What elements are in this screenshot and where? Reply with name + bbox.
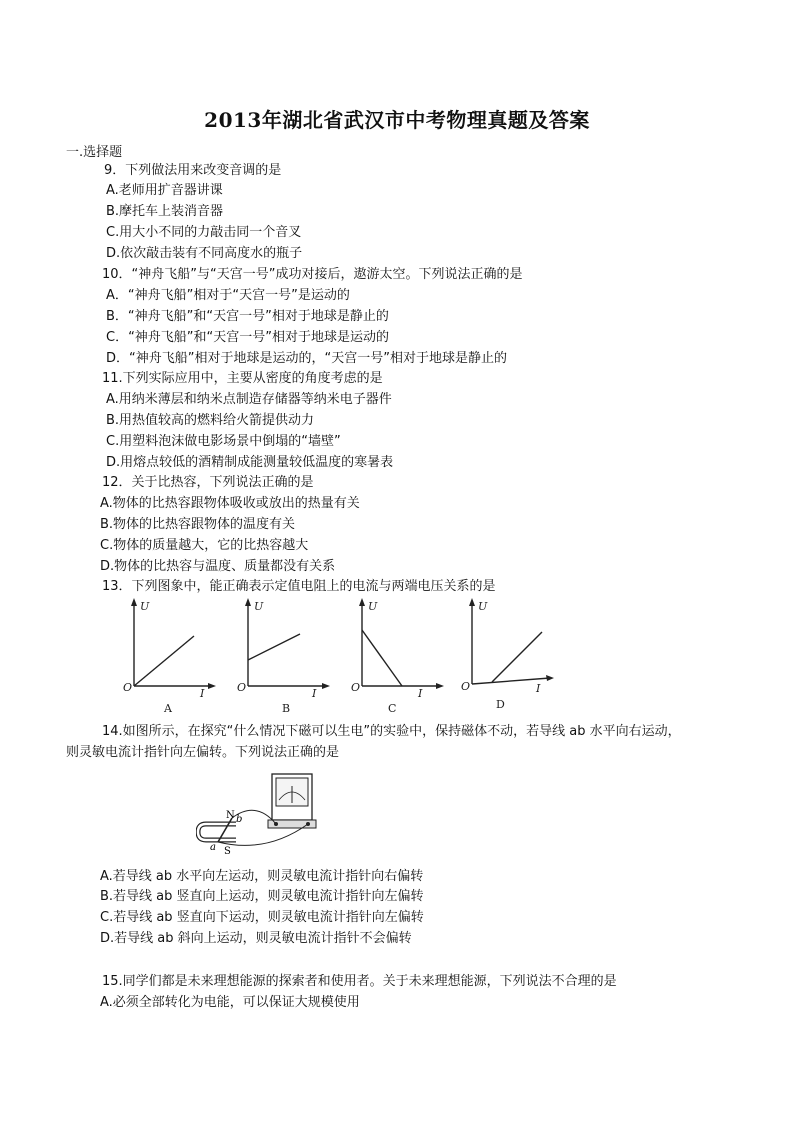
document-title: 2013年湖北省武汉市中考物理真题及答案: [204, 108, 590, 132]
q11-option-c: C.用塑料泡沫做电影场景中倒塌的“墙壁”: [106, 434, 341, 449]
graph-line: [248, 634, 300, 660]
q12-option-a: A.物体的比热容跟物体吸收或放出的热量有关: [100, 496, 360, 511]
x-axis-arrow: [208, 683, 216, 689]
q14-stem-line-2: 则灵敏电流计指针向左偏转。下列说法正确的是: [66, 745, 340, 760]
q14-option-c: C.若导线 ab 竖直向下运动，则灵敏电流计指针向左偏转: [100, 910, 424, 925]
x-axis-label: I: [312, 687, 317, 700]
q13-stem: 13．下列图象中，能正确表示定值电阻上的电流与两端电压关系的是: [102, 579, 496, 594]
origin-label: O: [461, 680, 471, 693]
q10-stem: 10．“神舟飞船”与“天宫一号”成功对接后，遨游太空。下列说法正确的是: [102, 267, 523, 282]
q11-option-a: A.用纳米薄层和纳米点制造存储器等纳米电子器件: [106, 392, 392, 407]
origin-label: O: [123, 681, 133, 694]
b-end-label: b: [236, 814, 243, 825]
x-axis-arrow: [546, 675, 554, 681]
q14-experiment-figure: [196, 770, 326, 856]
q14-option-b: B.若导线 ab 竖直向上运动，则灵敏电流计指针向左偏转: [100, 889, 424, 904]
y-axis-arrow: [245, 598, 251, 606]
q10-option-d: D．“神舟飞船”相对于地球是运动的，“天宫一号”相对于地球是静止的: [106, 351, 507, 366]
x-axis-label: I: [418, 687, 423, 700]
q14-option-d: D.若导线 ab 斜向上运动，则灵敏电流计指针不会偏转: [100, 931, 412, 946]
y-axis-label: U: [478, 600, 488, 613]
y-axis-label: U: [368, 600, 378, 613]
q11-option-d: D.用熔点较低的酒精制成能测量较低温度的寒暑表: [106, 455, 394, 470]
section-heading: 一.选择题: [66, 145, 123, 160]
q13-graph-d: [456, 596, 556, 714]
q10-option-b: B．“神舟飞船”和“天宫一号”相对于地球是静止的: [106, 309, 389, 324]
q13-graph-b: [232, 596, 332, 714]
q9-stem: 9．下列做法用来改变音调的是: [104, 163, 282, 178]
graph-caption: B: [282, 702, 291, 714]
graph-line: [362, 630, 402, 686]
graph-line: [134, 636, 194, 686]
graph-line: [492, 632, 542, 682]
q10-option-a: A．“神舟飞船”相对于“天宫一号”是运动的: [106, 288, 350, 303]
q12-option-b: B.物体的比热容跟物体的温度有关: [100, 517, 296, 532]
n-pole-label: N: [226, 810, 235, 821]
origin-label: O: [351, 681, 361, 694]
y-axis-arrow: [359, 598, 365, 606]
y-axis-arrow: [469, 598, 475, 606]
q14-option-a: A.若导线 ab 水平向左运动，则灵敏电流计指针向右偏转: [100, 869, 424, 884]
a-end-label: a: [210, 842, 216, 853]
q9-option-d: D.依次敲击装有不同高度水的瓶子: [106, 246, 303, 261]
q12-option-d: D.物体的比热容与温度、质量都没有关系: [100, 559, 336, 574]
graph-caption: A: [164, 702, 172, 714]
x-axis-arrow: [436, 683, 444, 689]
q11-option-b: B.用热值较高的燃料给火箭提供动力: [106, 413, 315, 428]
origin-label: O: [237, 681, 247, 694]
y-axis-arrow: [131, 598, 137, 606]
q9-option-c: C.用大小不同的力敲击同一个音叉: [106, 225, 302, 240]
q10-option-c: C．“神舟飞船”和“天宫一号”相对于地球是运动的: [106, 330, 390, 345]
u-magnet: [198, 824, 236, 840]
q9-option-b: B.摩托车上装消音器: [106, 204, 224, 219]
q12-stem: 12．关于比热容，下列说法正确的是: [102, 475, 314, 490]
x-axis-label: I: [200, 687, 205, 700]
graph-caption: D: [496, 698, 505, 711]
q13-graph-c: [346, 596, 446, 714]
q15-option-a: A.必须全部转化为电能，可以保证大规模使用: [100, 995, 360, 1010]
q15-stem: 15.同学们都是未来理想能源的探索者和使用者。关于未来理想能源，下列说法不合理的是: [102, 974, 617, 989]
s-pole-label: S: [224, 846, 231, 856]
y-axis-label: U: [254, 600, 264, 613]
q11-stem: 11.下列实际应用中，主要从密度的角度考虑的是: [102, 371, 383, 386]
x-axis-label: I: [536, 682, 541, 695]
x-axis-arrow: [322, 683, 330, 689]
graph-caption: C: [388, 702, 397, 714]
q9-option-a: A.老师用扩音器讲课: [106, 183, 223, 198]
q14-stem-line-1: 14.如图所示，在探究“什么情况下磁可以生电”的实验中，保持磁体不动，若导线 ab 水平向右运动，: [102, 724, 681, 739]
q13-graph-a: [118, 596, 218, 714]
q12-option-c: C.物体的质量越大，它的比热容越大: [100, 538, 309, 553]
y-axis-label: U: [140, 600, 150, 613]
